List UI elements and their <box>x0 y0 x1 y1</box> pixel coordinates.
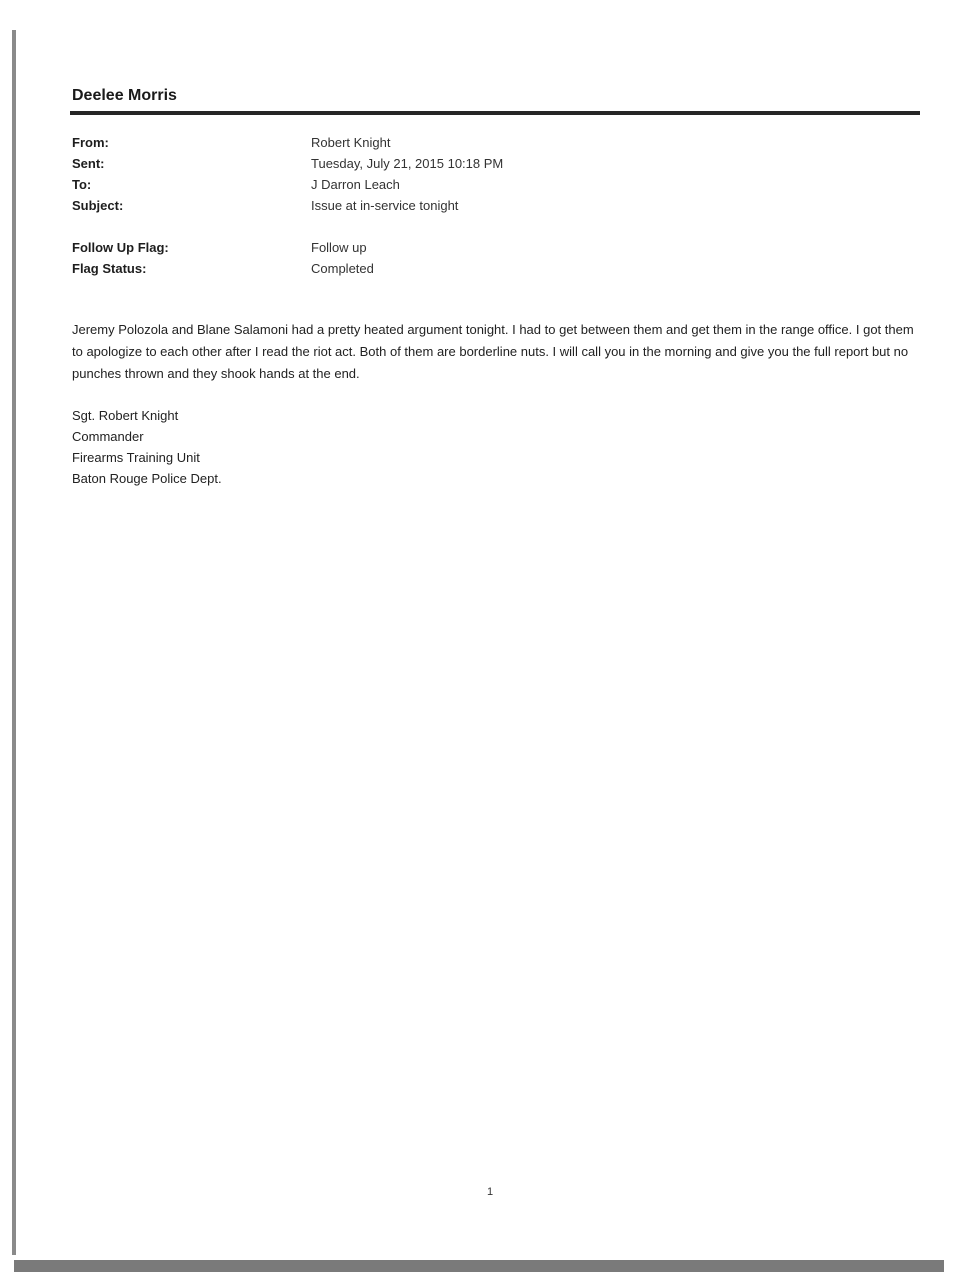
to-value: J Darron Leach <box>311 177 400 192</box>
follow-up-flag-value: Follow up <box>311 240 367 255</box>
flag-status-value: Completed <box>311 261 374 276</box>
header-rule <box>70 111 920 115</box>
to-label: To: <box>72 177 92 192</box>
follow-up-flag-label: Follow Up Flag: <box>72 240 169 255</box>
page-number: 1 <box>487 1186 494 1198</box>
mailbox-owner-name: Deelee Morris <box>72 87 177 104</box>
signature-unit: Firearms Training Unit <box>72 450 200 465</box>
signature-title: Commander <box>72 429 144 444</box>
email-header-fields <box>72 132 503 216</box>
email-body: Jeremy Polozola and Blane Salamoni had a pretty heated argument tonight. I had to get between them and get them in the range office. I got them to apologize to each other after I read the riot act. Both of them are borderline nuts. I will call you in the morning and give you the full report but no punches thrown and they shook hands at the end. <box>72 322 914 381</box>
scan-bottom-edge <box>14 1260 944 1272</box>
sent-value: Tuesday, July 21, 2015 10:18 PM <box>311 156 504 171</box>
subject-label: Subject: <box>72 198 124 213</box>
subject-value: Issue at in-service tonight <box>311 198 459 213</box>
follow-up-flag-row <box>72 237 374 258</box>
signature-name: Sgt. Robert Knight <box>72 408 179 423</box>
signature-department: Baton Rouge Police Dept. <box>72 471 222 486</box>
flag-status-row <box>72 258 374 279</box>
sent-row <box>72 153 503 174</box>
from-value: Robert Knight <box>311 135 391 150</box>
flag-status-label: Flag Status: <box>72 261 147 276</box>
sent-label: Sent: <box>72 156 105 171</box>
email-signature <box>72 405 222 489</box>
email-flag-fields <box>72 237 374 279</box>
scan-left-edge <box>12 30 16 1255</box>
subject-row <box>72 195 503 216</box>
from-row <box>72 132 503 153</box>
to-row <box>72 174 503 195</box>
from-label: From: <box>72 135 109 150</box>
